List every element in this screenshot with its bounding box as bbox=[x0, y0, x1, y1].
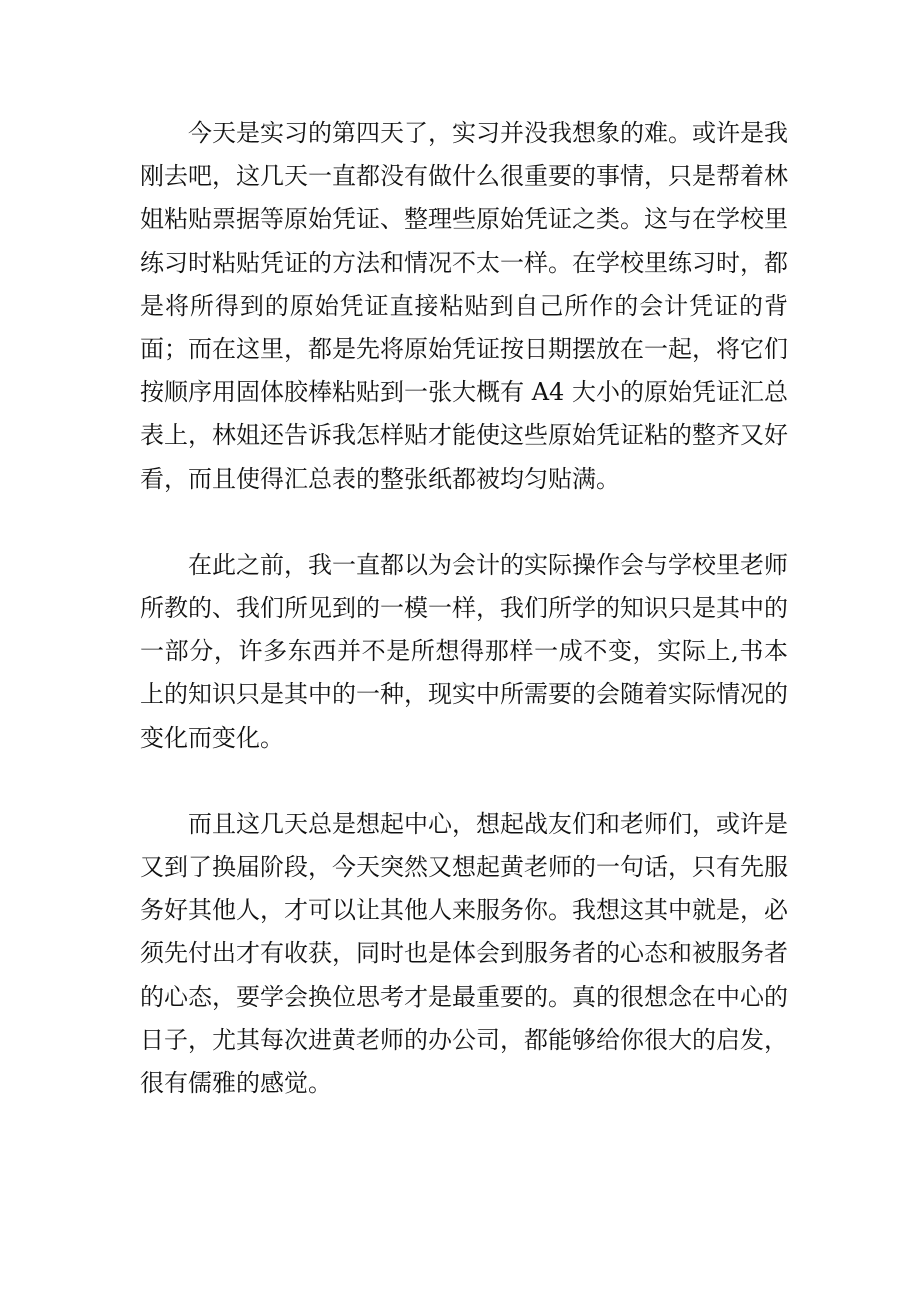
paragraph-1: 今天是实习的第四天了，实习并没我想象的难。或许是我刚去吧，这几天一直都没有做什么很重要的事情，只是帮着林姐粘贴票据等原始凭证、整理些原始凭证之类。这与在学校里练习时粘贴凭证的方法和情况不太一样。在学校里练习时，都是将所得到的原始凭证直接粘贴到自己所作的会计凭证的背面；而在这里，都是先将原始凭证按日期摆放在一起，将它们按顺序用固体胶棒粘贴到一张大概有 A4 大小的原始凭证汇总表上，林姐还告诉我怎样贴才能使这些原始凭证粘的整齐又好看，而且使得汇总表的整张纸都被均匀贴满。 bbox=[140, 119, 788, 493]
paragraph-2: 在此之前，我一直都以为会计的实际操作会与学校里老师所教的、我们所见到的一模一样，我们所学的知识只是其中的一部分，许多东西并不是所想得那样一成不变，实际上,书本上的知识只是其中的一种，现实中所需要的会随着实际情况的变化而变化。 bbox=[140, 550, 788, 752]
paragraph-3: 而且这几天总是想起中心，想起战友们和老师们，或许是又到了换届阶段，今天突然又想起黄老师的一句话，只有先服务好其他人，才可以让其他人来服务你。我想这其中就是，必须先付出才有收获，同时也是体会到服务者的心态和被服务者的心态，要学会换位思考才是最重要的。真的很想念在中心的日子，尤其每次进黄老师的办公司，都能够给你很大的启发，很有儒雅的感觉。 bbox=[140, 809, 788, 1098]
document-body bbox=[140, 112, 788, 1105]
